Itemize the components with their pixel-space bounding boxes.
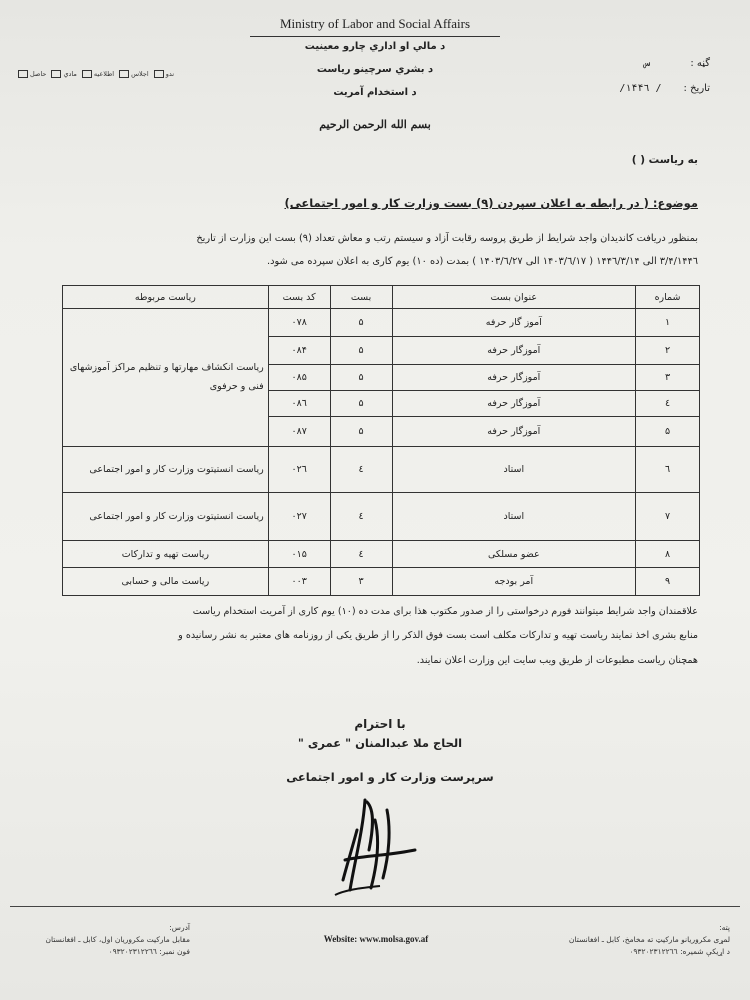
regards-line: با احترام <box>354 717 406 731</box>
checkbox-item[interactable]: اطلاعیه <box>82 70 114 78</box>
checkbox-box[interactable] <box>82 70 92 78</box>
footer-divider <box>10 906 740 907</box>
handwritten-signature <box>305 790 425 900</box>
header-divider <box>250 36 500 37</box>
col-header-number: شماره <box>636 286 700 309</box>
col-header-department: ریاست مربوطه <box>63 286 269 309</box>
footer-address-pashto: پته: لمړی مکروریانو مارکیټ ته مخامخ، کابل ـ افغانستان د اړیکې شمیره: ۰۹۳۲۰۲۳۱۲۲٦٦ <box>568 923 730 956</box>
signatory-name: الحاج ملا عبدالمنان " عمری " <box>297 736 463 750</box>
table-row: ۲ آموزگار حرفه ۵ ۰۸۴ <box>63 337 700 365</box>
body-paragraph-line1: بمنظور دریافت کاندیدان واجد شرایط از طریق پروسه رقابت آزاد و سیستم رتب و معاش تعداد (۹) بست این وزارت از تاریخ <box>196 233 698 244</box>
table-row: ۹ آمر بودجه ۳ ۰۰۳ ریاست مالی و حسابی <box>63 568 700 596</box>
recruitment-unit-line: د استخدام آمريت <box>333 87 417 98</box>
table-row: ٦ استاد ٤ ۰۲٦ ریاست انستیتوت وزارت کار و امور اجتماعی <box>63 447 700 493</box>
table-row: ۸ عضو مسلکی ٤ ۰۱۵ ریاست تهیه و تدارکات <box>63 541 700 568</box>
table-row: ۷ استاد ٤ ۰۲۷ ریاست انستیتوت وزارت کار و امور اجتماعی <box>63 493 700 541</box>
subject-line: موضوع: ( در رابطه به اعلان سپردن (۹) بست وزارت کار و امور اجتماعی) <box>284 196 698 210</box>
table-row: ۵ آموزگار حرفه ۵ ۰۸۷ <box>63 417 700 447</box>
merged-department-cell: ریاست انکشاف مهارتها و تنظیم مراکز آموزشهای فنی و حرفوی <box>63 309 269 447</box>
checkbox-item[interactable]: ندو <box>154 70 174 78</box>
hr-directorate-line: د بشري سرچينو رياست <box>316 64 434 75</box>
bismillah-heading: بسم الله الرحمن الرحيم <box>319 118 431 131</box>
document-type-checkboxes <box>18 70 248 78</box>
closing-paragraph-line3: همچنان ریاست مطبوعات از طریق ویب سایت این وزارت اعلان نمایند. <box>416 655 698 666</box>
checkbox-box[interactable] <box>51 70 61 78</box>
footer-website[interactable]: Website: www.molsa.gov.af <box>323 934 429 944</box>
col-header-code: کد بست <box>268 286 330 309</box>
checkbox-box[interactable] <box>154 70 164 78</box>
table-header-row <box>63 286 700 309</box>
checkbox-item[interactable]: مادي <box>51 70 76 78</box>
ministry-title-en: Ministry of Labor and Social Affairs <box>279 16 471 31</box>
footer-address-dari: آدرس: مقابل مارکیت مکروریان اول، کابل ـ افغانستان فون نمبر: ۰۹۳۲۰۲۳۱۲۲٦٦ <box>45 923 190 956</box>
checkbox-box[interactable] <box>18 70 28 78</box>
checkbox-item[interactable]: حاصل <box>18 70 46 78</box>
vacancies-table <box>62 285 700 596</box>
col-header-title: عنوان بست <box>392 286 636 309</box>
letter-number: گڼه : س <box>644 58 710 69</box>
checkbox-box[interactable] <box>119 70 129 78</box>
table-row: ۳ آموزگار حرفه ۵ ۰۸۵ <box>63 365 700 391</box>
closing-paragraph-line2: منابع بشری اخذ نمایند ریاست تهیه و تدارکات مکلف است بست فوق الذکر را از طریق یکی از روزنامه های معتبر به نشر رسانیده و <box>178 630 698 641</box>
closing-paragraph-line1: علاقمندان واجد شرایط میتوانند فورم درخواستی را از صدور مکتوب هذا برای مدت ده (۱۰) یوم کاری از آمریت استخدام ریاست <box>192 606 698 617</box>
deputy-ministry-line: د مالي او اداري چارو معينيت <box>304 41 446 52</box>
table-row: ٤ آموزگار حرفه ۵ ۰۸٦ <box>63 391 700 417</box>
body-paragraph-line2: ۱۴۴٦/۳/۴ الی ۱۴۴٦/۳/۱۴ ( ۱۴۰۳/٦/۱۷ الی ۱۴۰۳/٦/۲۷ ) بمدت (ده ۱۰) یوم کاری به اعلان سپرده می شود. <box>266 256 698 267</box>
col-header-grade: بست <box>330 286 392 309</box>
addressee-line: به ریاست ( ) <box>631 154 698 166</box>
signatory-position: سرپرست وزارت کار و امور اجتماعی <box>286 770 494 784</box>
table-row: ۱ آموز گار حرفه ۵ ۰۷۸ ریاست انکشاف مهارتها و تنظیم مراکز آموزشهای فنی و حرفوی <box>63 309 700 337</box>
checkbox-item[interactable]: اجلاس <box>119 70 149 78</box>
letter-date: تاریخ : / ۱۴۴٦/ <box>619 83 710 94</box>
